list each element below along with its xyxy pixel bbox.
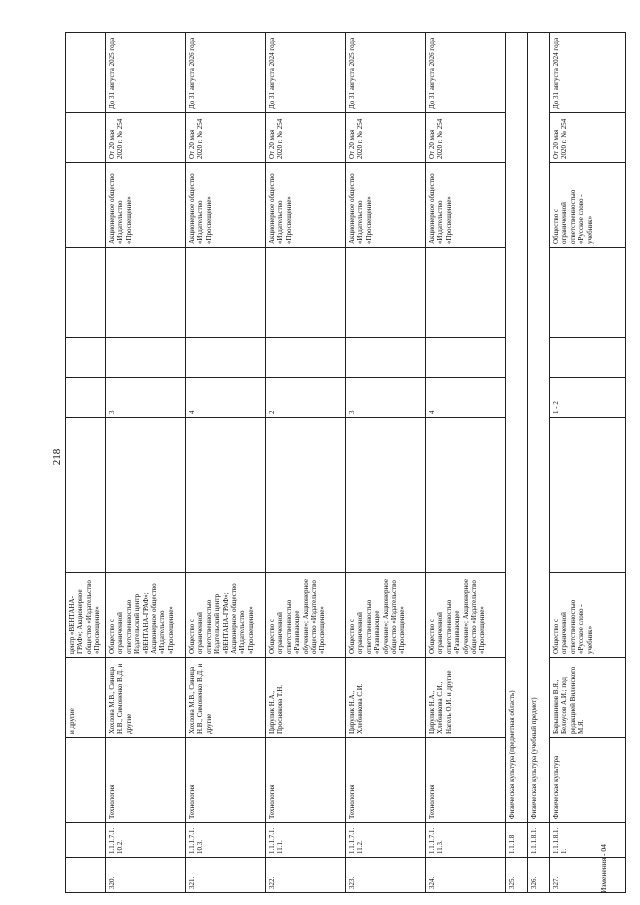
subject-name (66, 738, 106, 823)
blank-col-7 (426, 338, 506, 378)
subject-name: Технология (186, 738, 266, 823)
previous-publisher: Общество с ограниченной ответственностью «Русское слово - учебник» (550, 573, 626, 658)
blank-col-8 (550, 248, 626, 338)
table-row (66, 33, 106, 893)
subject-name: Технология (266, 738, 346, 823)
section-heading: Физическая культура (предметная область) (506, 33, 528, 823)
publisher: Акционерное общество «Издательство «Просвещение» (346, 163, 426, 248)
row-number: 324. (426, 858, 506, 893)
authors: Хохлова М.В., Синица Н.В., Симоненко В.Д. и другие (186, 658, 266, 738)
order-reference: От 20 мая 2020 г. № 254 (186, 113, 266, 163)
blank-col-7 (106, 338, 186, 378)
authors: Цирулик Н.А., Хлебникова С.И., Нагель О.И. и другие (426, 658, 506, 738)
previous-publisher: Общество с ограниченной ответственностью Издательский центр «ВЕНТАНА-ГРАФ»; Акционерное общество «Издательство «Просвещение» (186, 573, 266, 658)
class-grade: 3 (346, 378, 426, 418)
previous-publisher: Общество с ограниченной ответственностью «Развивающее обучение»; Акционерное общество «Издательство «Просвещение» (346, 573, 426, 658)
blank-col (346, 418, 426, 573)
table-row (528, 33, 550, 893)
publisher: Общество с ограниченной ответственностью «Русское слово - учебник» (550, 163, 626, 248)
blank-col-7 (66, 338, 106, 378)
blank-col (550, 418, 626, 573)
table-row (506, 33, 528, 893)
order-reference: От 20 мая 2020 г. № 254 (346, 113, 426, 163)
rotated-page (51, 33, 621, 893)
blank-col-7 (266, 338, 346, 378)
class-grade: 3 (106, 378, 186, 418)
blank-col-7 (346, 338, 426, 378)
table-row (426, 33, 506, 893)
blank-col (266, 418, 346, 573)
section-heading: Физическая культура (учебный предмет) (528, 33, 550, 823)
previous-publisher: Общество с ограниченной ответственностью «Развивающее обучение»; Акционерное общество «Издательство «Просвещение» (426, 573, 506, 658)
row-code: 1.1.1.7.1.10.3. (186, 823, 266, 858)
previous-publisher: центр «ВЕНТАНА-ГРАФ»; Акционерное общество «Издательство «Просвещение» (66, 573, 106, 658)
blank-col-8 (106, 248, 186, 338)
blank-col-8 (66, 248, 106, 338)
row-number: 322. (266, 858, 346, 893)
valid-until (66, 33, 106, 113)
subject-name: Физическая культура (550, 738, 626, 823)
subject-name: Технология (106, 738, 186, 823)
valid-until: До 31 августа 2026 года (426, 33, 506, 113)
order-reference: От 20 мая 2020 г. № 254 (106, 113, 186, 163)
row-code: 1.1.1.7.1.11.2. (346, 823, 426, 858)
authors: Хохлова М.В., Синица Н.В., Симоненко В.Д. и другие (106, 658, 186, 738)
row-code (66, 823, 106, 858)
order-reference: От 20 мая 2020 г. № 254 (550, 113, 626, 163)
row-code: 1.1.1.7.1.10.2. (106, 823, 186, 858)
row-number: 325. (506, 858, 528, 893)
class-grade: 1 - 2 (550, 378, 626, 418)
table-row (346, 33, 426, 893)
blank-col-7 (186, 338, 266, 378)
class-grade: 4 (426, 378, 506, 418)
textbook-register-table (65, 32, 626, 893)
table-row (266, 33, 346, 893)
authors: Барышников В.Я., Белоусов А.И.; под редакцией Виленского М.Я. (550, 658, 626, 738)
row-code: 1.1.1.8.1.1. (550, 823, 626, 858)
previous-publisher: Общество с ограниченной ответственностью Издательский центр «ВЕНТАНА-ГРАФ»; Акционерное общество «Издательство «Просвещение» (106, 573, 186, 658)
page-number: 218 (51, 448, 63, 466)
order-reference: От 20 мая 2020 г. № 254 (266, 113, 346, 163)
valid-until: До 31 августа 2026 года (186, 33, 266, 113)
class-grade (66, 378, 106, 418)
blank-col-7 (550, 338, 626, 378)
row-number: 327. (550, 858, 626, 893)
row-number: 321. (186, 858, 266, 893)
blank-col-8 (346, 248, 426, 338)
authors: Цирулик Н.А., Хлебникова С.И. (346, 658, 426, 738)
row-code: 1.1.1.7.1.11.3. (426, 823, 506, 858)
row-number: 323. (346, 858, 426, 893)
table-row (550, 33, 626, 893)
blank-col (426, 418, 506, 573)
valid-until: До 31 августа 2024 года (266, 33, 346, 113)
blank-col-8 (186, 248, 266, 338)
valid-until: До 31 августа 2025 года (346, 33, 426, 113)
publisher (66, 163, 106, 248)
order-reference (66, 113, 106, 163)
class-grade: 2 (266, 378, 346, 418)
authors: Цирулик Н.А., Проснякова Т.Н. (266, 658, 346, 738)
publisher: Акционерное общество «Издательство «Просвещение» (266, 163, 346, 248)
row-number: 320. (106, 858, 186, 893)
publisher: Акционерное общество «Издательство «Просвещение» (106, 163, 186, 248)
class-grade: 4 (186, 378, 266, 418)
row-code: 1.1.1.8 (506, 823, 528, 858)
subject-name: Технология (346, 738, 426, 823)
order-reference: От 20 мая 2020 г. № 254 (426, 113, 506, 163)
blank-col-8 (266, 248, 346, 338)
previous-publisher: Общество с ограниченной ответственностью «Развивающее обучение»; Акционерное общество «Издательство «Просвещение» (266, 573, 346, 658)
authors: и другие (66, 658, 106, 738)
subject-name: Технология (426, 738, 506, 823)
row-code: 1.1.1.7.1.11.1. (266, 823, 346, 858)
valid-until: До 31 августа 2024 года (550, 33, 626, 113)
table-row (186, 33, 266, 893)
blank-col (66, 418, 106, 573)
table-row (106, 33, 186, 893)
row-code: 1.1.1.8.1. (528, 823, 550, 858)
row-number: 326. (528, 858, 550, 893)
blank-col-8 (426, 248, 506, 338)
publisher: Акционерное общество «Издательство «Просвещение» (426, 163, 506, 248)
footer-note: Изменения - 04 (599, 844, 608, 893)
publisher: Акционерное общество «Издательство «Просвещение» (186, 163, 266, 248)
blank-col (106, 418, 186, 573)
valid-until: До 31 августа 2025 года (106, 33, 186, 113)
row-number (66, 858, 106, 893)
blank-col (186, 418, 266, 573)
